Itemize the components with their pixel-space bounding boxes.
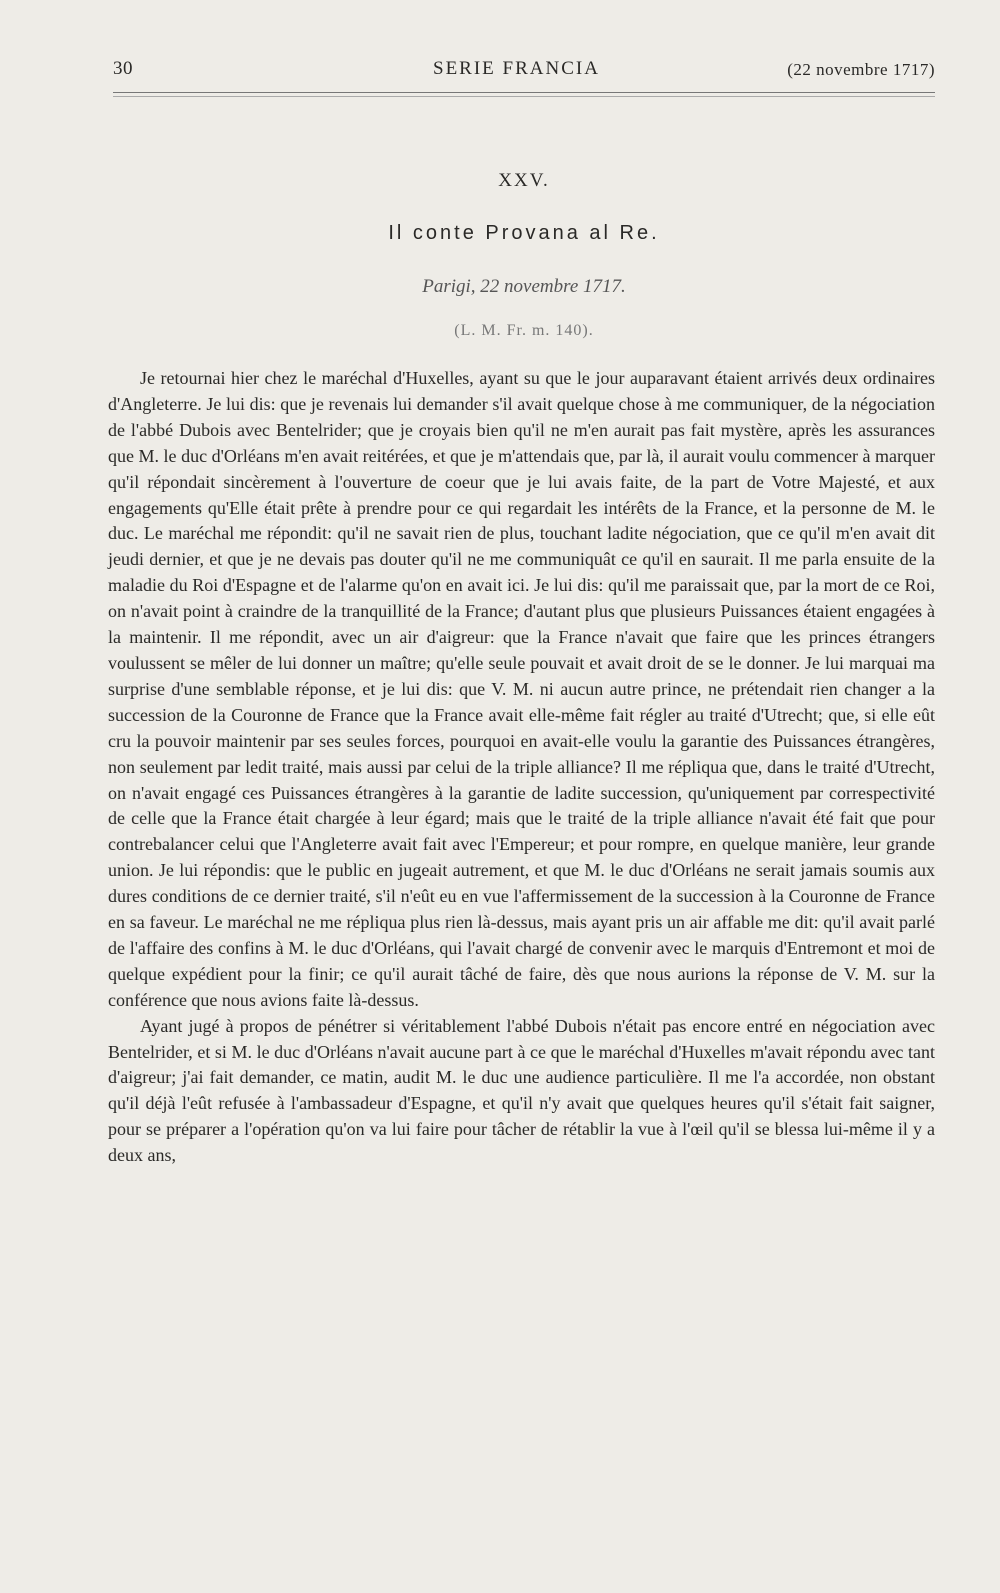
document-number: XXV. [498,170,550,191]
series-title: SERIE FRANCIA [433,58,600,79]
paragraph-2: Ayant jugé à propos de pénétrer si véritablement l'abbé Dubois n'était pas encore entré en négociation avec Bentelrider, et si M. le duc d'Orléans n'avait aucune part à ce que le maréchal d'Huxelles m'avait répondu avec tant d'aigreur; j'ai fait demander, ce matin, audit M. le duc une audience particulière. Il me l'a accordée, non obstant qu'il déjà l'eût refusée à l'ambassadeur d'Espagne, et qu'il n'y avait que quelques heures qu'il s'était fait saigner, pour se préparer a l'opération qu'on va lui faire pour tâcher de rétablir la vue à l'œil qu'il se blessa lui-même il y a deux ans, [108,1015,935,1166]
page-number: 30 [113,58,133,79]
header-date: (22 novembre 1717) [787,60,935,79]
header-rule-secondary [113,96,935,97]
letter-body [108,366,935,1169]
archival-source: (L. M. Fr. m. 140). [454,322,594,339]
header-rule [113,92,935,93]
document-title: Il conte Provana al Re. [388,222,660,244]
place-date-line: Parigi, 22 novembre 1717. [422,276,626,297]
running-header [113,58,935,92]
paragraph-1: Je retournai hier chez le maréchal d'Huxelles, ayant su que le jour auparavant étaient arrivés deux ordinaires d'Angleterre. Je lui dis: que je revenais lui demander s'il avait quelque chose à me communiquer, de la négociation de l'abbé Dubois avec Bentelrider; que je croyais bien qu'il ne m'en aurait pas fait mystère, après les assurances que M. le duc d'Orléans m'en avait reitérées, et que je m'attendais que, par là, il aurait voulu commencer à marquer qu'il répondait sincèrement à l'ouverture de coeur que je lui avais faite, de la part de Votre Majesté, et aux engagements qu'Elle était prête à prendre pour ce qui regardait les intérêts de la France, et la personne de M. le duc. Le maréchal me répondit: qu'il ne savait rien de plus, touchant ladite négociation, que ce qu'il m'en avait dit jeudi dernier, et que je ne devais pas douter qu'il ne me communiquât ce qu'il en saurait. Il me parla ensuite de la maladie du Roi d'Espagne et de l'alarme qu'on en avait ici. Je lui dis: qu'il me paraissait que, par la mort de ce Roi, on n'avait point à craindre de la tranquillité de la France; d'autant plus que plusieurs Puissances étaient engagées à la maintenir. Il me répondit, avec un air d'aigreur: que la France n'avait que faire que les princes étrangers voulussent se mêler de lui donner un maître; qu'elle seule pouvait et avait droit de se le donner. Je lui marquai ma surprise d'une semblable réponse, et je lui dis: que V. M. ni aucun autre prince, ne prétendait rien changer a la succession de la Couronne de France que la France avait elle-même fait régler au traité d'Utrecht; que, si elle eût cru la pouvoir maintenir par ses seules forces, pourquoi en avait-elle voulu la garantie des Puissances étrangères, non seulement par ledit traité, mais aussi par celui de la triple alliance? Il me répliqua que, dans le traité d'Utrecht, on n'avait engagé ces Puissances étrangères à la garantie de ladite succession, qu'uniquement par correspectivité de celle que la France était chargée à leur égard; mais que le traité de la triple alliance n'avait été fait que pour contrebalancer celui que l'Angleterre avait fait avec l'Empereur; et pour rompre, en quelque manière, leur grande union. Je lui répondis: que le public en jugeait autrement, et que M. le duc d'Orléans ne serait jamais soumis aux dures conditions de ce dernier traité, s'il n'eût eu en vue l'affermissement de la succession à la Couronne de France en sa faveur. Le maréchal ne me répliqua plus rien là-dessus, mais ayant pris un air affable me dit: qu'il avait parlé de l'affaire des confins à M. le duc d'Orléans, qui l'avait chargé de convenir avec le marquis d'Entremont et moi de quelque expédient pour la finir; ce qu'il aurait tâché de faire, dès que nous aurions la réponse de V. M. sur la conférence que nous avions faite là-dessus. [108,368,935,1010]
